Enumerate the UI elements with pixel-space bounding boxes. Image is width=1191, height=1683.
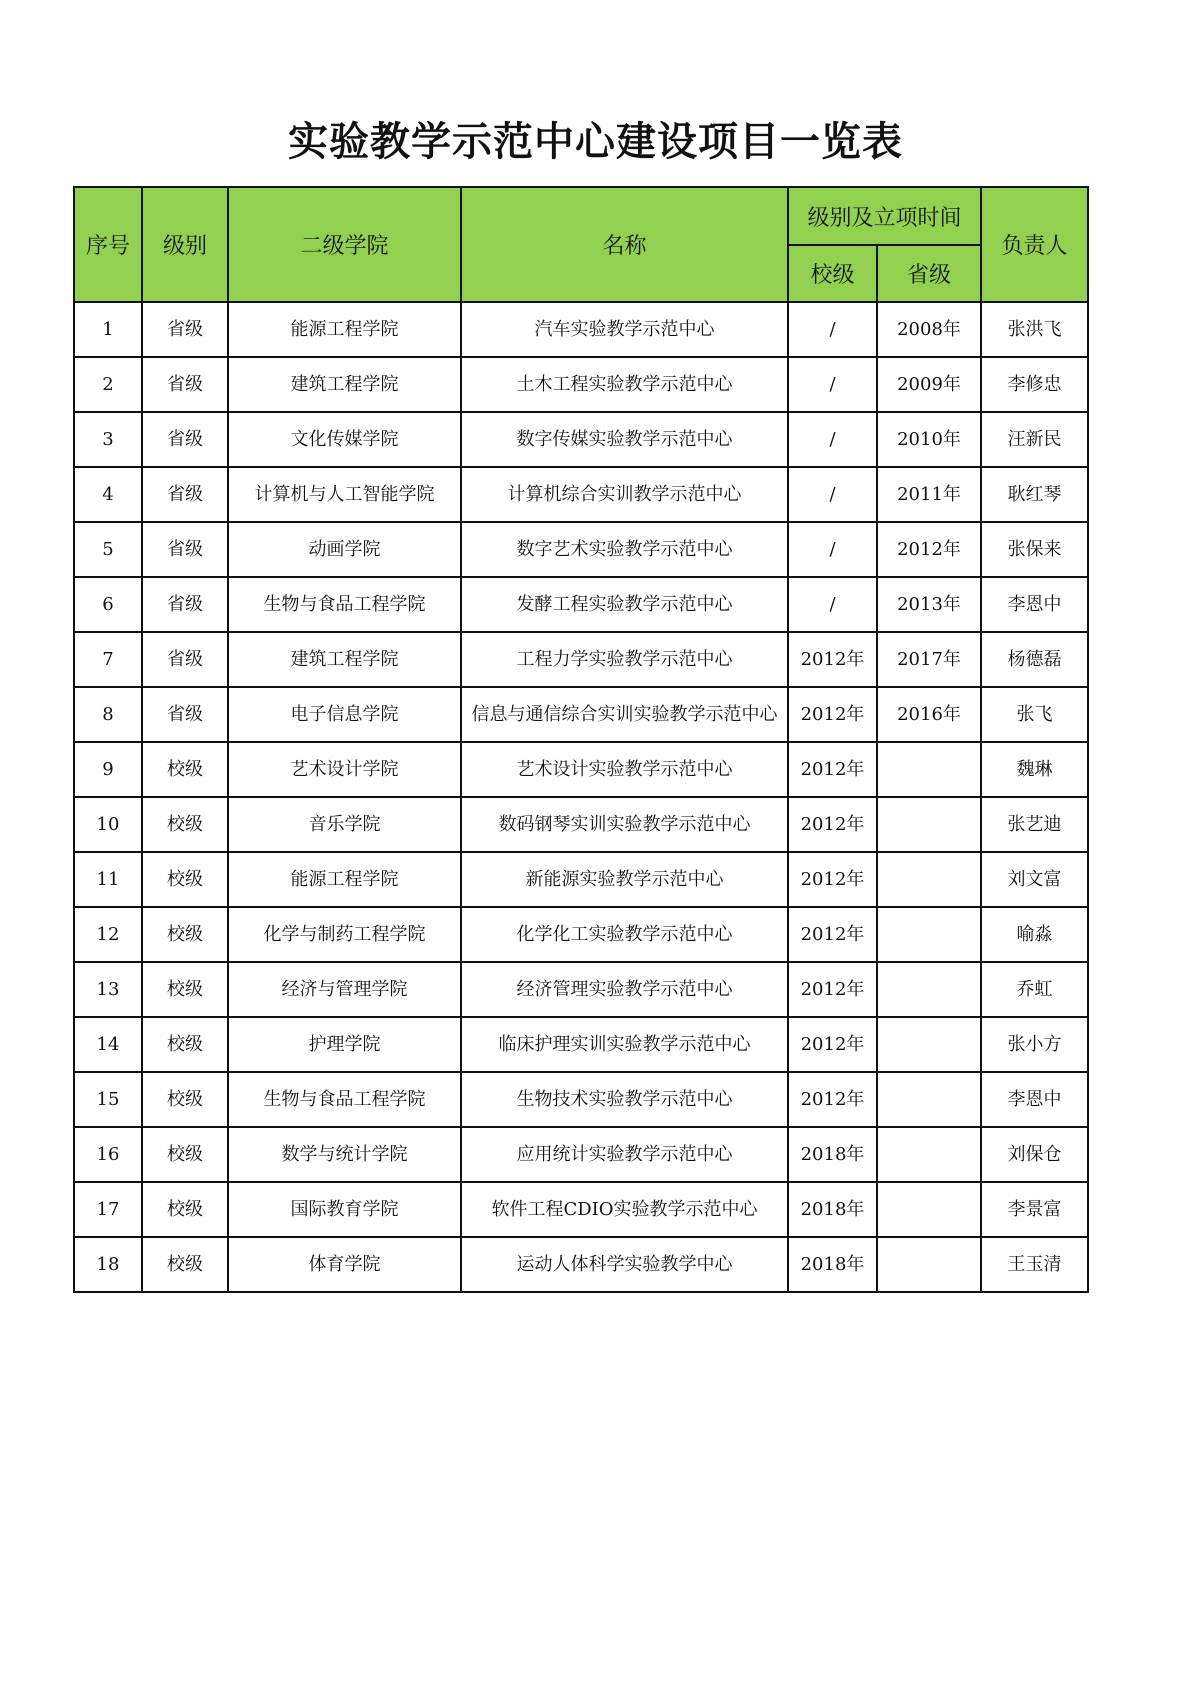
cell-seq: 11 — [74, 852, 142, 907]
cell-province-year — [877, 962, 981, 1017]
cell-name: 临床护理实训实验教学示范中心 — [461, 1017, 788, 1072]
header-college: 二级学院 — [228, 187, 461, 302]
cell-name: 信息与通信综合实训实验教学示范中心 — [461, 687, 788, 742]
table-row — [74, 1017, 1088, 1072]
table-row — [74, 687, 1088, 742]
cell-province-year: 2011年 — [877, 467, 981, 522]
cell-owner: 张保来 — [981, 522, 1088, 577]
table-body — [74, 302, 1088, 1292]
table-row — [74, 1182, 1088, 1237]
cell-college: 能源工程学院 — [228, 302, 461, 357]
cell-level: 省级 — [142, 577, 228, 632]
cell-school-year: 2012年 — [788, 907, 877, 962]
cell-name: 数码钢琴实训实验教学示范中心 — [461, 797, 788, 852]
table-row — [74, 412, 1088, 467]
cell-level: 校级 — [142, 1237, 228, 1292]
table-row — [74, 1237, 1088, 1292]
cell-school-year: 2018年 — [788, 1237, 877, 1292]
cell-seq: 3 — [74, 412, 142, 467]
cell-college: 计算机与人工智能学院 — [228, 467, 461, 522]
header-province-level: 省级 — [877, 245, 981, 302]
cell-province-year — [877, 852, 981, 907]
cell-province-year — [877, 742, 981, 797]
cell-school-year: 2012年 — [788, 687, 877, 742]
cell-seq: 13 — [74, 962, 142, 1017]
cell-seq: 10 — [74, 797, 142, 852]
cell-name: 化学化工实验教学示范中心 — [461, 907, 788, 962]
page-title: 实验教学示范中心建设项目一览表 — [288, 118, 903, 165]
cell-college: 建筑工程学院 — [228, 632, 461, 687]
cell-province-year — [877, 1072, 981, 1127]
table-header — [74, 187, 1088, 302]
cell-province-year: 2012年 — [877, 522, 981, 577]
cell-college: 文化传媒学院 — [228, 412, 461, 467]
cell-college: 能源工程学院 — [228, 852, 461, 907]
cell-level: 校级 — [142, 1127, 228, 1182]
cell-seq: 18 — [74, 1237, 142, 1292]
cell-seq: 17 — [74, 1182, 142, 1237]
table-row — [74, 797, 1088, 852]
cell-seq: 8 — [74, 687, 142, 742]
cell-college: 经济与管理学院 — [228, 962, 461, 1017]
cell-owner: 乔虹 — [981, 962, 1088, 1017]
cell-school-year: 2012年 — [788, 1017, 877, 1072]
cell-college: 电子信息学院 — [228, 687, 461, 742]
cell-college: 动画学院 — [228, 522, 461, 577]
cell-seq: 15 — [74, 1072, 142, 1127]
cell-level: 校级 — [142, 1072, 228, 1127]
header-seq: 序号 — [74, 187, 142, 302]
cell-seq: 2 — [74, 357, 142, 412]
cell-owner: 杨德磊 — [981, 632, 1088, 687]
cell-school-year: 2012年 — [788, 742, 877, 797]
header-name: 名称 — [461, 187, 788, 302]
cell-name: 应用统计实验教学示范中心 — [461, 1127, 788, 1182]
table-row — [74, 1072, 1088, 1127]
cell-level: 省级 — [142, 357, 228, 412]
cell-owner: 汪新民 — [981, 412, 1088, 467]
project-table — [73, 186, 1089, 1293]
cell-owner: 王玉清 — [981, 1237, 1088, 1292]
cell-name: 数字传媒实验教学示范中心 — [461, 412, 788, 467]
cell-province-year: 2017年 — [877, 632, 981, 687]
cell-owner: 魏琳 — [981, 742, 1088, 797]
cell-college: 生物与食品工程学院 — [228, 1072, 461, 1127]
cell-province-year: 2010年 — [877, 412, 981, 467]
cell-level: 校级 — [142, 962, 228, 1017]
table-row — [74, 962, 1088, 1017]
cell-owner: 李修忠 — [981, 357, 1088, 412]
cell-level: 省级 — [142, 522, 228, 577]
cell-seq: 4 — [74, 467, 142, 522]
cell-seq: 6 — [74, 577, 142, 632]
cell-province-year — [877, 1182, 981, 1237]
cell-seq: 7 — [74, 632, 142, 687]
cell-name: 汽车实验教学示范中心 — [461, 302, 788, 357]
cell-province-year — [877, 1017, 981, 1072]
cell-owner: 李恩中 — [981, 577, 1088, 632]
cell-seq: 14 — [74, 1017, 142, 1072]
cell-province-year — [877, 907, 981, 962]
header-owner: 负责人 — [981, 187, 1088, 302]
cell-name: 软件工程CDIO实验教学示范中心 — [461, 1182, 788, 1237]
cell-province-year — [877, 1237, 981, 1292]
cell-province-year — [877, 797, 981, 852]
cell-college: 建筑工程学院 — [228, 357, 461, 412]
cell-province-year: 2013年 — [877, 577, 981, 632]
table-row — [74, 632, 1088, 687]
cell-name: 工程力学实验教学示范中心 — [461, 632, 788, 687]
cell-name: 运动人体科学实验教学中心 — [461, 1237, 788, 1292]
cell-owner: 刘保仓 — [981, 1127, 1088, 1182]
cell-school-year: 2018年 — [788, 1127, 877, 1182]
cell-owner: 张艺迪 — [981, 797, 1088, 852]
cell-owner: 李恩中 — [981, 1072, 1088, 1127]
cell-school-year: / — [788, 412, 877, 467]
cell-name: 新能源实验教学示范中心 — [461, 852, 788, 907]
cell-owner: 耿红琴 — [981, 467, 1088, 522]
cell-seq: 1 — [74, 302, 142, 357]
table-row — [74, 1127, 1088, 1182]
cell-level: 省级 — [142, 687, 228, 742]
cell-school-year: / — [788, 302, 877, 357]
table-row — [74, 302, 1088, 357]
table-row — [74, 907, 1088, 962]
cell-school-year: 2012年 — [788, 797, 877, 852]
cell-owner: 刘文富 — [981, 852, 1088, 907]
cell-school-year: / — [788, 522, 877, 577]
table-row — [74, 522, 1088, 577]
cell-name: 计算机综合实训教学示范中心 — [461, 467, 788, 522]
cell-level: 省级 — [142, 302, 228, 357]
cell-school-year: 2012年 — [788, 632, 877, 687]
cell-level: 省级 — [142, 632, 228, 687]
table-row — [74, 577, 1088, 632]
cell-owner: 喻淼 — [981, 907, 1088, 962]
cell-owner: 张小方 — [981, 1017, 1088, 1072]
cell-seq: 12 — [74, 907, 142, 962]
cell-school-year: / — [788, 357, 877, 412]
cell-level: 省级 — [142, 467, 228, 522]
cell-province-year: 2009年 — [877, 357, 981, 412]
cell-college: 数学与统计学院 — [228, 1127, 461, 1182]
cell-level: 校级 — [142, 1182, 228, 1237]
cell-college: 生物与食品工程学院 — [228, 577, 461, 632]
table-row — [74, 852, 1088, 907]
cell-owner: 张洪飞 — [981, 302, 1088, 357]
cell-school-year: / — [788, 467, 877, 522]
cell-level: 校级 — [142, 797, 228, 852]
cell-name: 艺术设计实验教学示范中心 — [461, 742, 788, 797]
table-row — [74, 357, 1088, 412]
cell-seq: 9 — [74, 742, 142, 797]
table-row — [74, 742, 1088, 797]
cell-owner: 李景富 — [981, 1182, 1088, 1237]
cell-college: 艺术设计学院 — [228, 742, 461, 797]
cell-level: 省级 — [142, 412, 228, 467]
cell-school-year: 2018年 — [788, 1182, 877, 1237]
cell-name: 土木工程实验教学示范中心 — [461, 357, 788, 412]
cell-level: 校级 — [142, 907, 228, 962]
cell-college: 护理学院 — [228, 1017, 461, 1072]
cell-name: 生物技术实验教学示范中心 — [461, 1072, 788, 1127]
cell-province-year — [877, 1127, 981, 1182]
cell-level: 校级 — [142, 852, 228, 907]
cell-province-year: 2008年 — [877, 302, 981, 357]
cell-school-year: 2012年 — [788, 962, 877, 1017]
cell-college: 音乐学院 — [228, 797, 461, 852]
cell-college: 体育学院 — [228, 1237, 461, 1292]
cell-province-year: 2016年 — [877, 687, 981, 742]
header-time-group: 级别及立项时间 — [788, 187, 981, 245]
cell-seq: 5 — [74, 522, 142, 577]
cell-level: 校级 — [142, 1017, 228, 1072]
cell-seq: 16 — [74, 1127, 142, 1182]
header-school-level: 校级 — [788, 245, 877, 302]
cell-school-year: 2012年 — [788, 1072, 877, 1127]
cell-name: 经济管理实验教学示范中心 — [461, 962, 788, 1017]
cell-college: 化学与制药工程学院 — [228, 907, 461, 962]
header-level: 级别 — [142, 187, 228, 302]
cell-level: 校级 — [142, 742, 228, 797]
cell-name: 发酵工程实验教学示范中心 — [461, 577, 788, 632]
cell-owner: 张飞 — [981, 687, 1088, 742]
cell-school-year: 2012年 — [788, 852, 877, 907]
cell-college: 国际教育学院 — [228, 1182, 461, 1237]
cell-name: 数字艺术实验教学示范中心 — [461, 522, 788, 577]
table-row — [74, 467, 1088, 522]
cell-school-year: / — [788, 577, 877, 632]
